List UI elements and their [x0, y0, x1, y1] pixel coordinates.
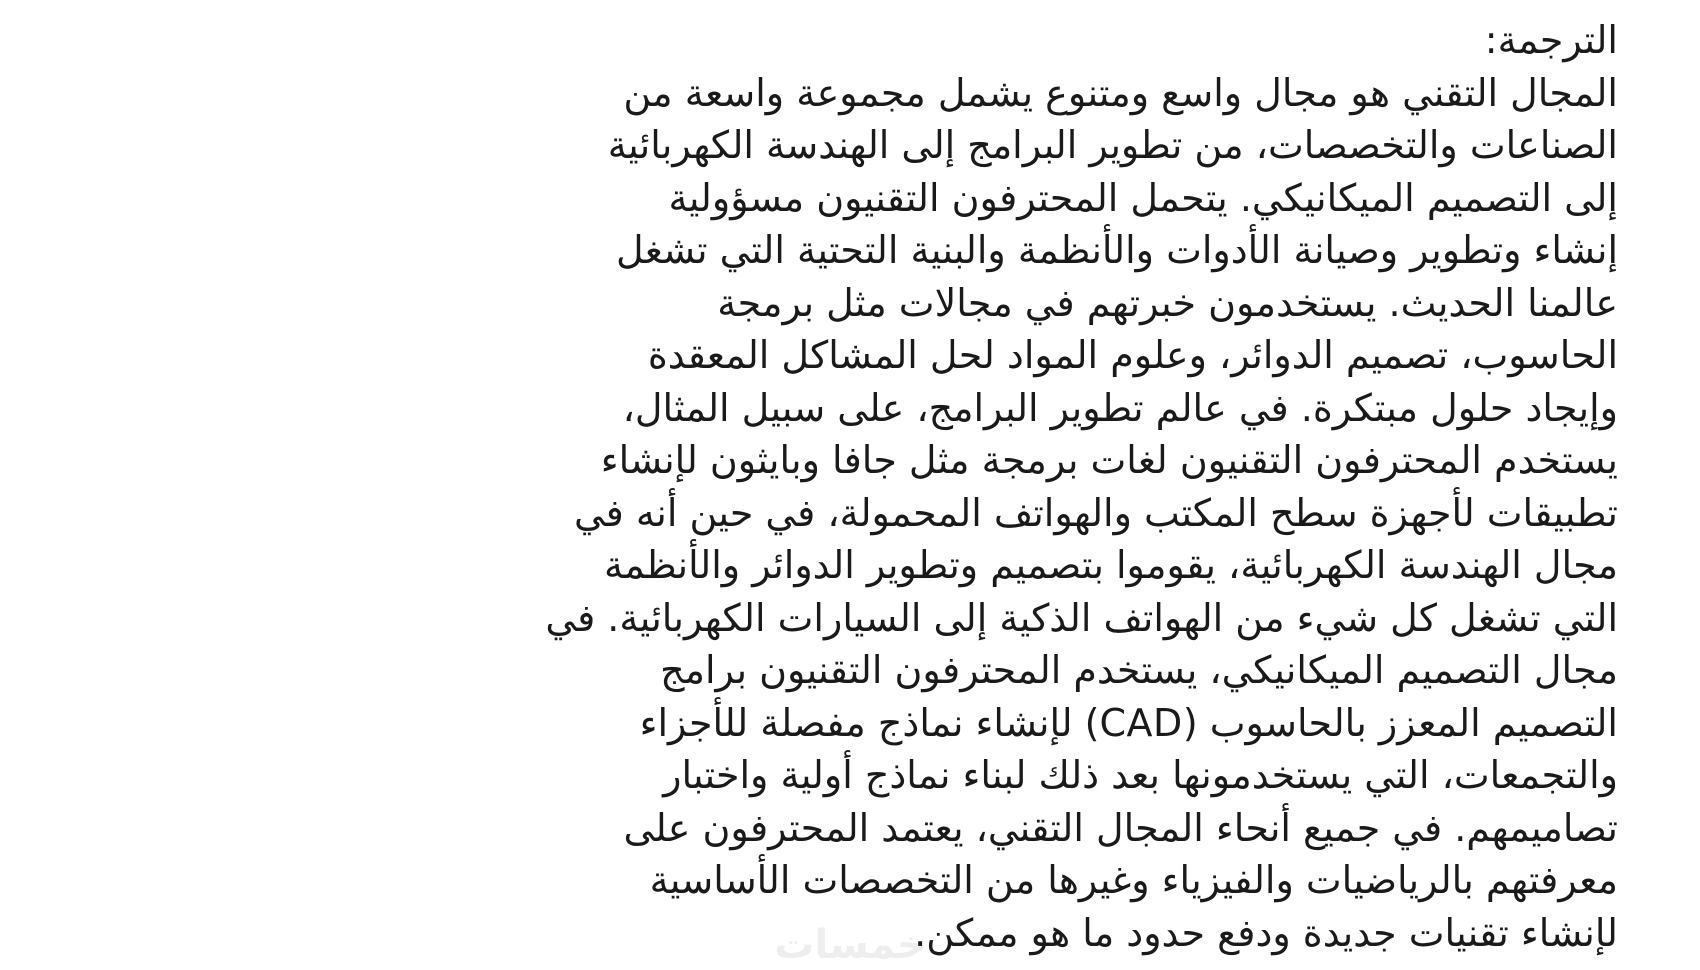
paragraph-line: المجال التقني هو مجال واسع ومتنوع يشمل مجموعة واسعة من	[623, 70, 1618, 115]
watermark-text: خمسات	[774, 922, 926, 968]
paragraph-line: مجال التصميم الميكانيكي، يستخدم المحترفون التقنيون برامج	[660, 648, 1618, 692]
paragraph-line: تصاميمهم. في جميع أنحاء المجال التقني، يعتمد المحترفون على	[623, 805, 1618, 850]
paragraph-line: والتجمعات، التي يستخدمونها بعد ذلك لبناء نماذج أولية واختبار	[663, 753, 1618, 797]
paragraph-line: الصناعات والتخصصات، من تطوير البرامج إلى الهندسة الكهربائية	[607, 123, 1618, 167]
paragraph-line: تطبيقات لأجهزة سطح المكتب والهواتف المحمولة، في حين أنه في	[573, 490, 1618, 535]
paragraph-line: لإنشاء تقنيات جديدة ودفع حدود ما هو ممكن.	[914, 910, 1618, 955]
paragraph-line: عالمنا الحديث. يستخدمون خبرتهم في مجالات مثل برمجة	[717, 280, 1618, 325]
paragraph-line: التصميم المعزز بالحاسوب (CAD) لإنشاء نماذج مفصلة للأجزاء	[639, 700, 1618, 745]
paragraph-line: وإيجاد حلول مبتكرة. في عالم تطوير البرامج، على سبيل المثال،	[622, 385, 1618, 430]
translation-text	[58, 14, 1618, 959]
paragraph-line: إنشاء وتطوير وصيانة الأدوات والأنظمة والبنية التحتية التي تشغل	[615, 228, 1618, 272]
paragraph-line: الحاسوب، تصميم الدوائر، وعلوم المواد لحل المشاكل المعقدة	[647, 333, 1618, 377]
paragraph-line: التي تشغل كل شيء من الهواتف الذكية إلى السيارات الكهربائية. في	[545, 595, 1618, 640]
paragraph-line: مجال الهندسة الكهربائية، يقوموا بتصميم وتطوير الدوائر والأنظمة	[604, 543, 1618, 587]
paragraph-line: إلى التصميم الميكانيكي. يتحمل المحترفون التقنيون مسؤولية	[668, 175, 1618, 220]
paragraph-line: معرفتهم بالرياضيات والفيزياء وغيرها من التخصصات الأساسية	[649, 858, 1618, 902]
paragraph-line: يستخدم المحترفون التقنيون لغات برمجة مثل جافا وبايثون لإنشاء	[600, 438, 1618, 482]
translation-heading: الترجمة:	[1484, 18, 1618, 62]
